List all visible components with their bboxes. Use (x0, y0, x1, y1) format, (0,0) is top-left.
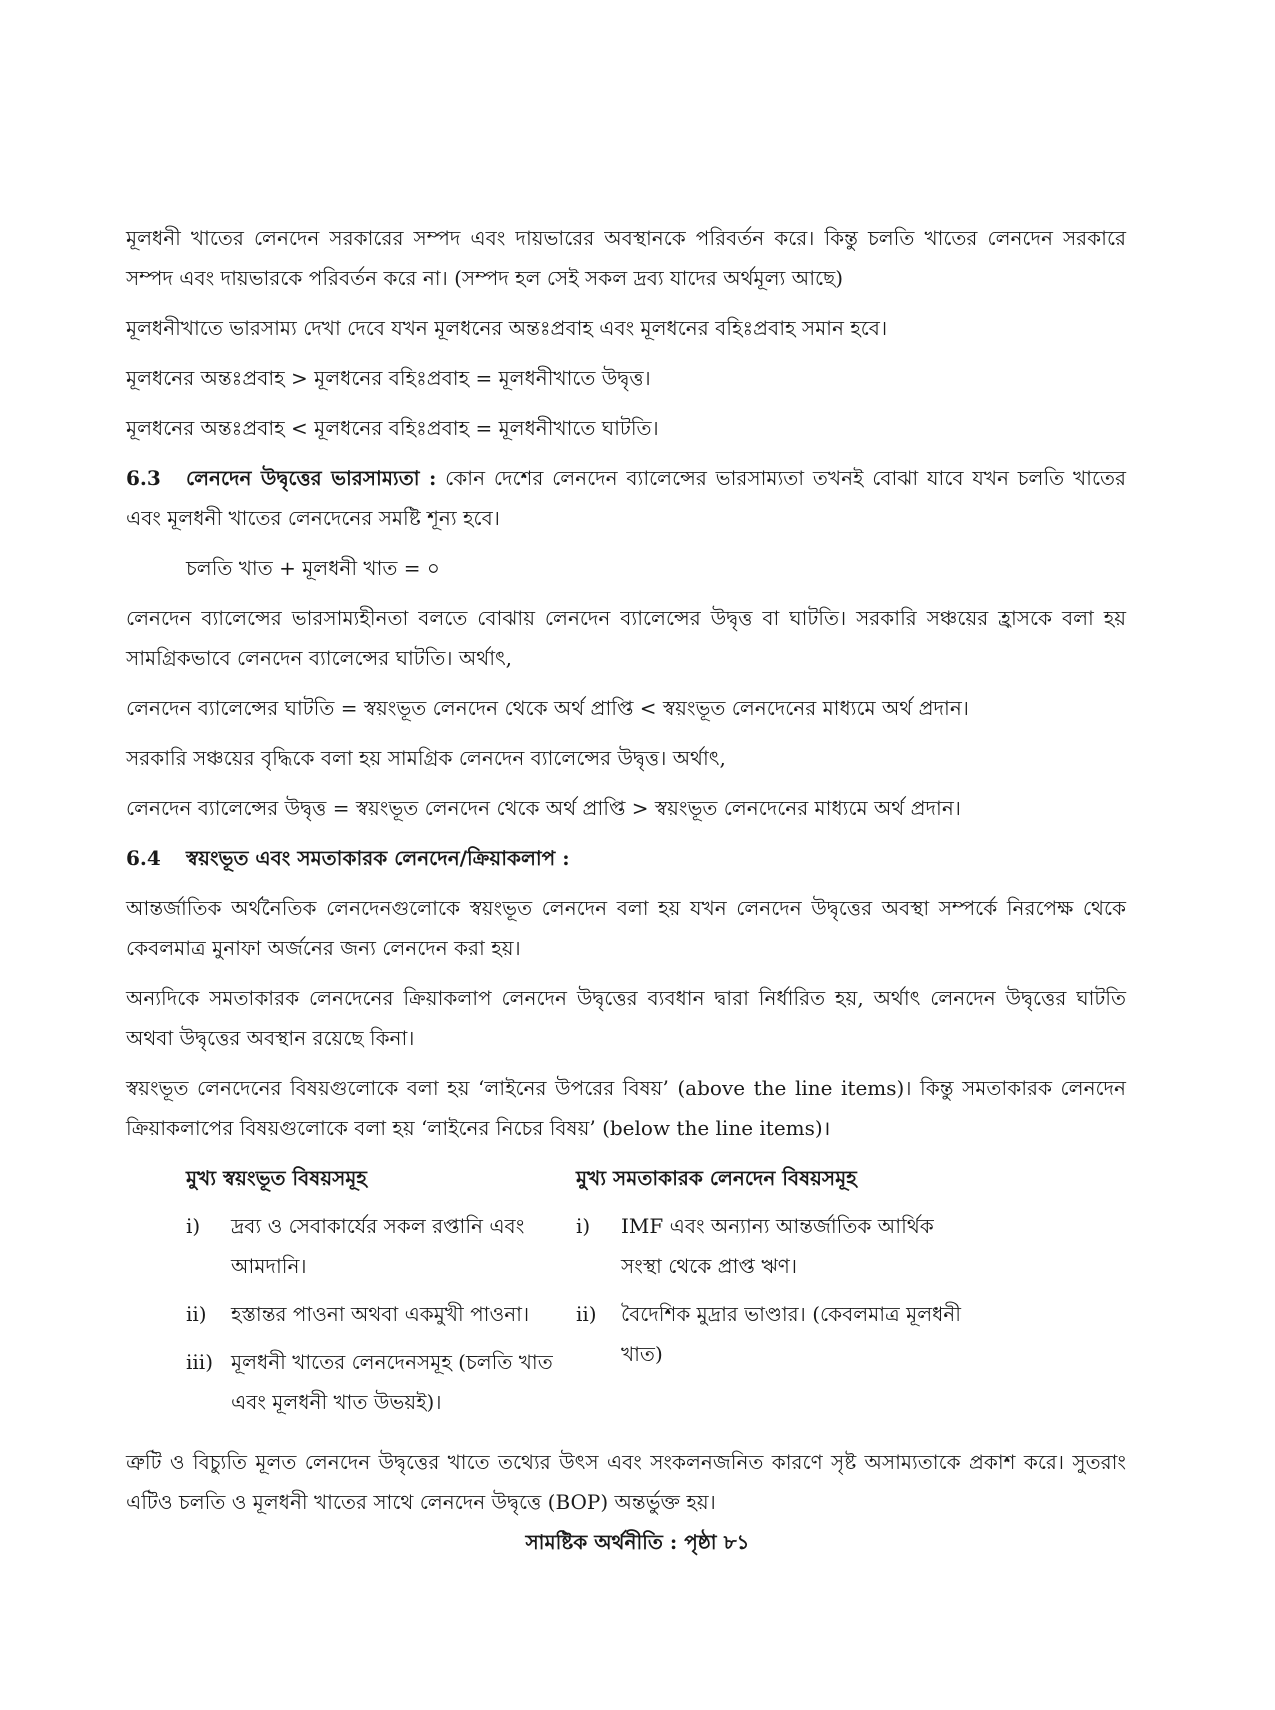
formula-zero-sum: চলতি খাত + মূলধনী খাত = ০ (186, 556, 440, 580)
section-title: স্বয়ংভূত এবং সমতাকারক লেনদেন/ক্রিয়াকলাপ : (186, 846, 570, 870)
section-number: 6.4 (126, 846, 161, 870)
paragraph-savings-increase: সরকারি সঞ্চয়ের বৃদ্ধিকে বলা হয় সামগ্রিক লেনদেন ব্যালেন্সের উদ্বৃত্ত। অর্থাৎ, (126, 746, 726, 770)
formula-capital-surplus: মূলধনের অন্তঃপ্রবাহ > মূলধনের বহিঃপ্রবাহ = মূলধনীখাতে উদ্বৃত্ত। (126, 366, 651, 390)
paragraph-capital-account-change: মূলধনী খাতের লেনদেন সরকারের সম্পদ এবং দায়ভারের অবস্থানকে পরিবর্তন করে। কিন্তু চলতি খাতের লেনদেন সরকারে সম্পদ এবং দায়ভারকে পরিবর্তন করে না। (সম্পদ হল সেই সকল দ্রব্য যাদের অর্থমূল্য আছে) (126, 226, 1126, 290)
paragraph-imbalance: লেনদেন ব্যালেন্সের ভারসাম্যহীনতা বলতে বোঝায় লেনদেন ব্যালেন্সের উদ্বৃত্ত বা ঘাটতি। সরকারি সঞ্চয়ের হ্রাসকে বলা হয় সামগ্রিকভাবে লেনদেন ব্যালেন্সের ঘাটতি। অর্থাৎ, (126, 606, 1126, 670)
section-title: লেনদেন উদ্বৃত্তের ভারসাম্যতা : (186, 466, 437, 490)
autonomous-items-column (186, 1158, 576, 1430)
page-footer: সামষ্টিক অর্থনীতি : পৃষ্ঠা ৮১ (525, 1530, 750, 1554)
item-number: ii) (186, 1302, 207, 1326)
column-heading: মুখ্য সমতাকারক লেনদেন বিষয়সমূহ (576, 1166, 857, 1190)
paragraph-accommodating: অন্যদিকে সমতাকারক লেনদেনের ক্রিয়াকলাপ লেনদেন উদ্বৃত্তের ব্যবধান দ্বারা নির্ধারিত হয়, অর্থাৎ লেনদেন উদ্বৃত্তের ঘাটতি অথবা উদ্বৃত্তের অবস্থান রয়েছে কিনা। (126, 986, 1126, 1050)
item-text: মূলধনী খাতের লেনদেনসমূহ (চলতি খাত এবং মূলধনী খাত উভয়ই)। (231, 1350, 553, 1414)
paragraph-capital-account-balance: মূলধনীখাতে ভারসাম্য দেখা দেবে যখন মূলধনের অন্তঃপ্রবাহ এবং মূলধনের বহিঃপ্রবাহ সমান হবে। (126, 316, 888, 340)
item-number: iii) (186, 1350, 213, 1374)
formula-bop-surplus: লেনদেন ব্যালেন্সের উদ্বৃত্ত = স্বয়ংভূত লেনদেন থেকে অর্থ প্রাপ্তি > স্বয়ংভূত লেনদেনের মাধ্যমে অর্থ প্রদান। (126, 796, 961, 820)
items-two-column-list (126, 1158, 1126, 1430)
list-item (576, 1206, 966, 1286)
section-6-4 (126, 838, 1126, 878)
item-text: হস্তান্তর পাওনা অথবা একমুখী পাওনা। (231, 1302, 530, 1326)
item-number: ii) (576, 1302, 597, 1326)
page-body (126, 218, 1126, 1532)
list-item (186, 1294, 576, 1334)
item-text: IMF এবং অন্যান্য আন্তর্জাতিক আর্থিক সংস্থা থেকে প্রাপ্ত ঋণ। (621, 1214, 934, 1278)
formula-capital-deficit: মূলধনের অন্তঃপ্রবাহ < মূলধনের বহিঃপ্রবাহ = মূলধনীখাতে ঘাটতি। (126, 416, 659, 440)
section-6-3 (126, 458, 1126, 538)
column-heading: মুখ্য স্বয়ংভূত বিষয়সমূহ (186, 1166, 367, 1190)
paragraph-errors-omissions: ত্রুটি ও বিচ্যুতি মূলত লেনদেন উদ্বৃত্তের খাতে তথ্যের উৎস এবং সংকলনজনিত কারণে সৃষ্ট অসাম্যতাকে প্রকাশ করে। সুতরাং এটিও চলতি ও মূলধনী খাতের সাথে লেনদেন উদ্বৃত্তে (BOP) অন্তর্ভুক্ত হয়। (126, 1450, 1126, 1514)
formula-bop-deficit: লেনদেন ব্যালেন্সের ঘাটতি = স্বয়ংভূত লেনদেন থেকে অর্থ প্রাপ্তি < স্বয়ংভূত লেনদেনের মাধ্যমে অর্থ প্রদান। (126, 696, 969, 720)
item-number: i) (576, 1214, 591, 1238)
section-body: কোন দেশের লেনদেন ব্যালেন্সের ভারসাম্যতা তখনই বোঝা যাবে যখন চলতি খাতের এবং মূলধনী খাতের লেনদেনের সমষ্টি শূন্য হবে। (126, 466, 1126, 530)
item-text: বৈদেশিক মুদ্রার ভাণ্ডার। (কেবলমাত্র মূলধনী খাত) (621, 1302, 961, 1366)
item-number: i) (186, 1214, 201, 1238)
list-item (186, 1342, 576, 1422)
section-number: 6.3 (126, 466, 161, 490)
paragraph-autonomous: আন্তর্জাতিক অর্থনৈতিক লেনদেনগুলোকে স্বয়ংভূত লেনদেন বলা হয় যখন লেনদেন উদ্বৃত্তের অবস্থা সম্পর্কে নিরপেক্ষ থেকে কেবলমাত্র মুনাফা অর্জনের জন্য লেনদেন করা হয়। (126, 896, 1126, 960)
item-text: দ্রব্য ও সেবাকার্যের সকল রপ্তানি এবং আমদানি। (231, 1214, 525, 1278)
list-item (576, 1294, 966, 1374)
list-item (186, 1206, 576, 1286)
paragraph-line-items: স্বয়ংভূত লেনদেনের বিষয়গুলোকে বলা হয় ‘লাইনের উপরের বিষয়’ (above the line items)। কিন্তু সমতাকারক লেনদেন ক্রিয়াকলাপের বিষয়গুলোকে বলা হয় ‘লাইনের নিচের বিষয়’ (below the line items)। (126, 1076, 1126, 1140)
accommodating-items-column (576, 1158, 966, 1430)
